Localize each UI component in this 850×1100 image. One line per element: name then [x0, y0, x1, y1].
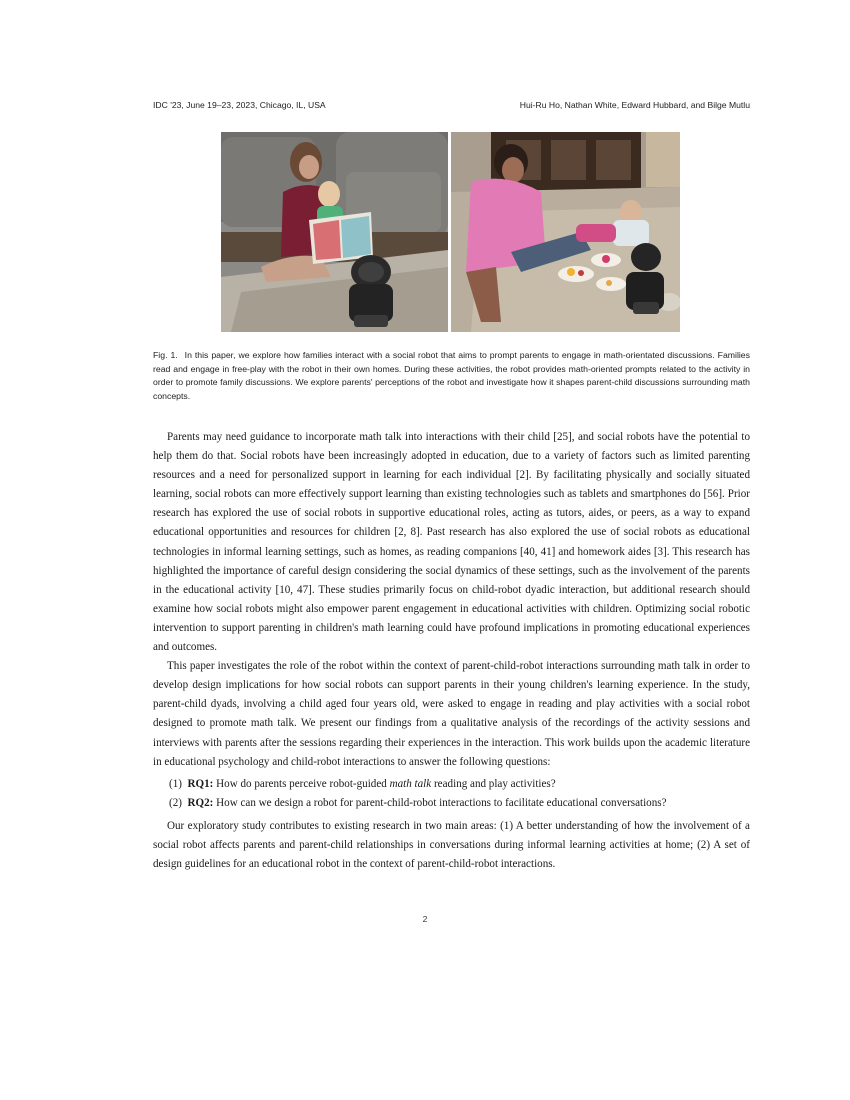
reading-scene-image	[221, 132, 448, 332]
rq1-emphasis: math talk	[389, 777, 432, 790]
caption-label: Fig. 1.	[153, 350, 178, 360]
page-number: 2	[422, 914, 428, 924]
figure-caption	[153, 349, 750, 403]
running-header	[153, 100, 750, 114]
research-questions	[153, 775, 750, 814]
rq1-pre: How do parents perceive robot-guided	[213, 777, 390, 790]
photo-play-activity	[451, 132, 680, 332]
caption-text: In this paper, we explore how families interact with a social robot that aims to prompt parents to engage in math-orientated discussions. Families read and engage in free-play with the robot in their own homes. During these activities, the robot provides math-oriented prompts related to the activity in order to promote family discussions. We explore parents' perceptions of the robot and investigate how it shapes parent-child discussions surrounding math concepts.	[153, 350, 750, 401]
header-conference: IDC '23, June 19–23, 2023, Chicago, IL, USA	[153, 100, 326, 110]
rq2-label: RQ2:	[187, 797, 214, 810]
paragraph-3: Our exploratory study contributes to existing research in two main areas: (1) A better understanding of how the involvement of a social robot affects parents and parent-child relationships in conversations during informal learning activities at home; (2) A set of design guidelines for an educational robot in the context of parent-child-robot interactions.	[153, 819, 750, 870]
rq1-number: (1)	[169, 777, 182, 790]
figure-1	[221, 132, 680, 332]
rq2-text: How can we design a robot for parent-child-robot interactions to facilitate educational conversations?	[213, 797, 667, 810]
paragraph-2: This paper investigates the role of the robot within the context of parent-child-robot interactions surrounding math talk in order to develop design implications for how social robots can support parents in their young children's learning experience. In the study, parent-child dyads, involving a child aged four years old, were asked to engage in reading and play activities with a social robot designed to promote math talk. We present our findings from a qualitative analysis of the recordings of the activity sessions and interviews with parents after the sessions regarding their experiences in the interaction. This work builds upon the academic literature in educational psychology and child-robot interactions to answer the following questions:	[153, 660, 750, 768]
header-authors: Hui-Ru Ho, Nathan White, Edward Hubbard, and Bilge Mutlu	[519, 100, 750, 110]
paragraph-1: Parents may need guidance to incorporate math talk into interactions with their child [25], and social robots have the potential to help them do that. Social robots have been increasingly adopted in education, due to a variety of factors such as limited parenting resources and a need for personalized support in learning for each individual [2]. By facilitating physically and socially situated learning, social robots can more effectively support learning than existing technologies such as tablets and smartphones do [56]. Prior research has explored the use of social robots in supportive educational roles, acting as tutors, aides, or peers, as a way to expand educational opportunities and resources for children [2, 8]. Past research has also explored the use of social robots as educational technologies in informal learning settings, such as homes, as reading companions [40, 41] and homework aides [3]. This research has highlighted the importance of careful design considering the social dynamics of these settings, such as the involvement of the parents in the educational activity [10, 47]. These studies primarily focus on child-robot dyadic interaction, but additional research should examine how social robots might also empower parent engagement in educational activities with children. Optimizing social robotic intervention to support parenting in children's math learning could have profound implications in promoting educational experiences and outcomes.	[153, 431, 750, 654]
rq1-post: reading and play activities?	[431, 777, 556, 790]
rq2-item	[169, 794, 750, 814]
photo-reading-activity	[221, 132, 448, 332]
rq1-label: RQ1:	[187, 777, 214, 790]
rq2-number: (2)	[169, 797, 182, 810]
body-text	[153, 428, 750, 874]
rq1-item	[169, 775, 750, 795]
play-scene-image	[451, 132, 680, 332]
